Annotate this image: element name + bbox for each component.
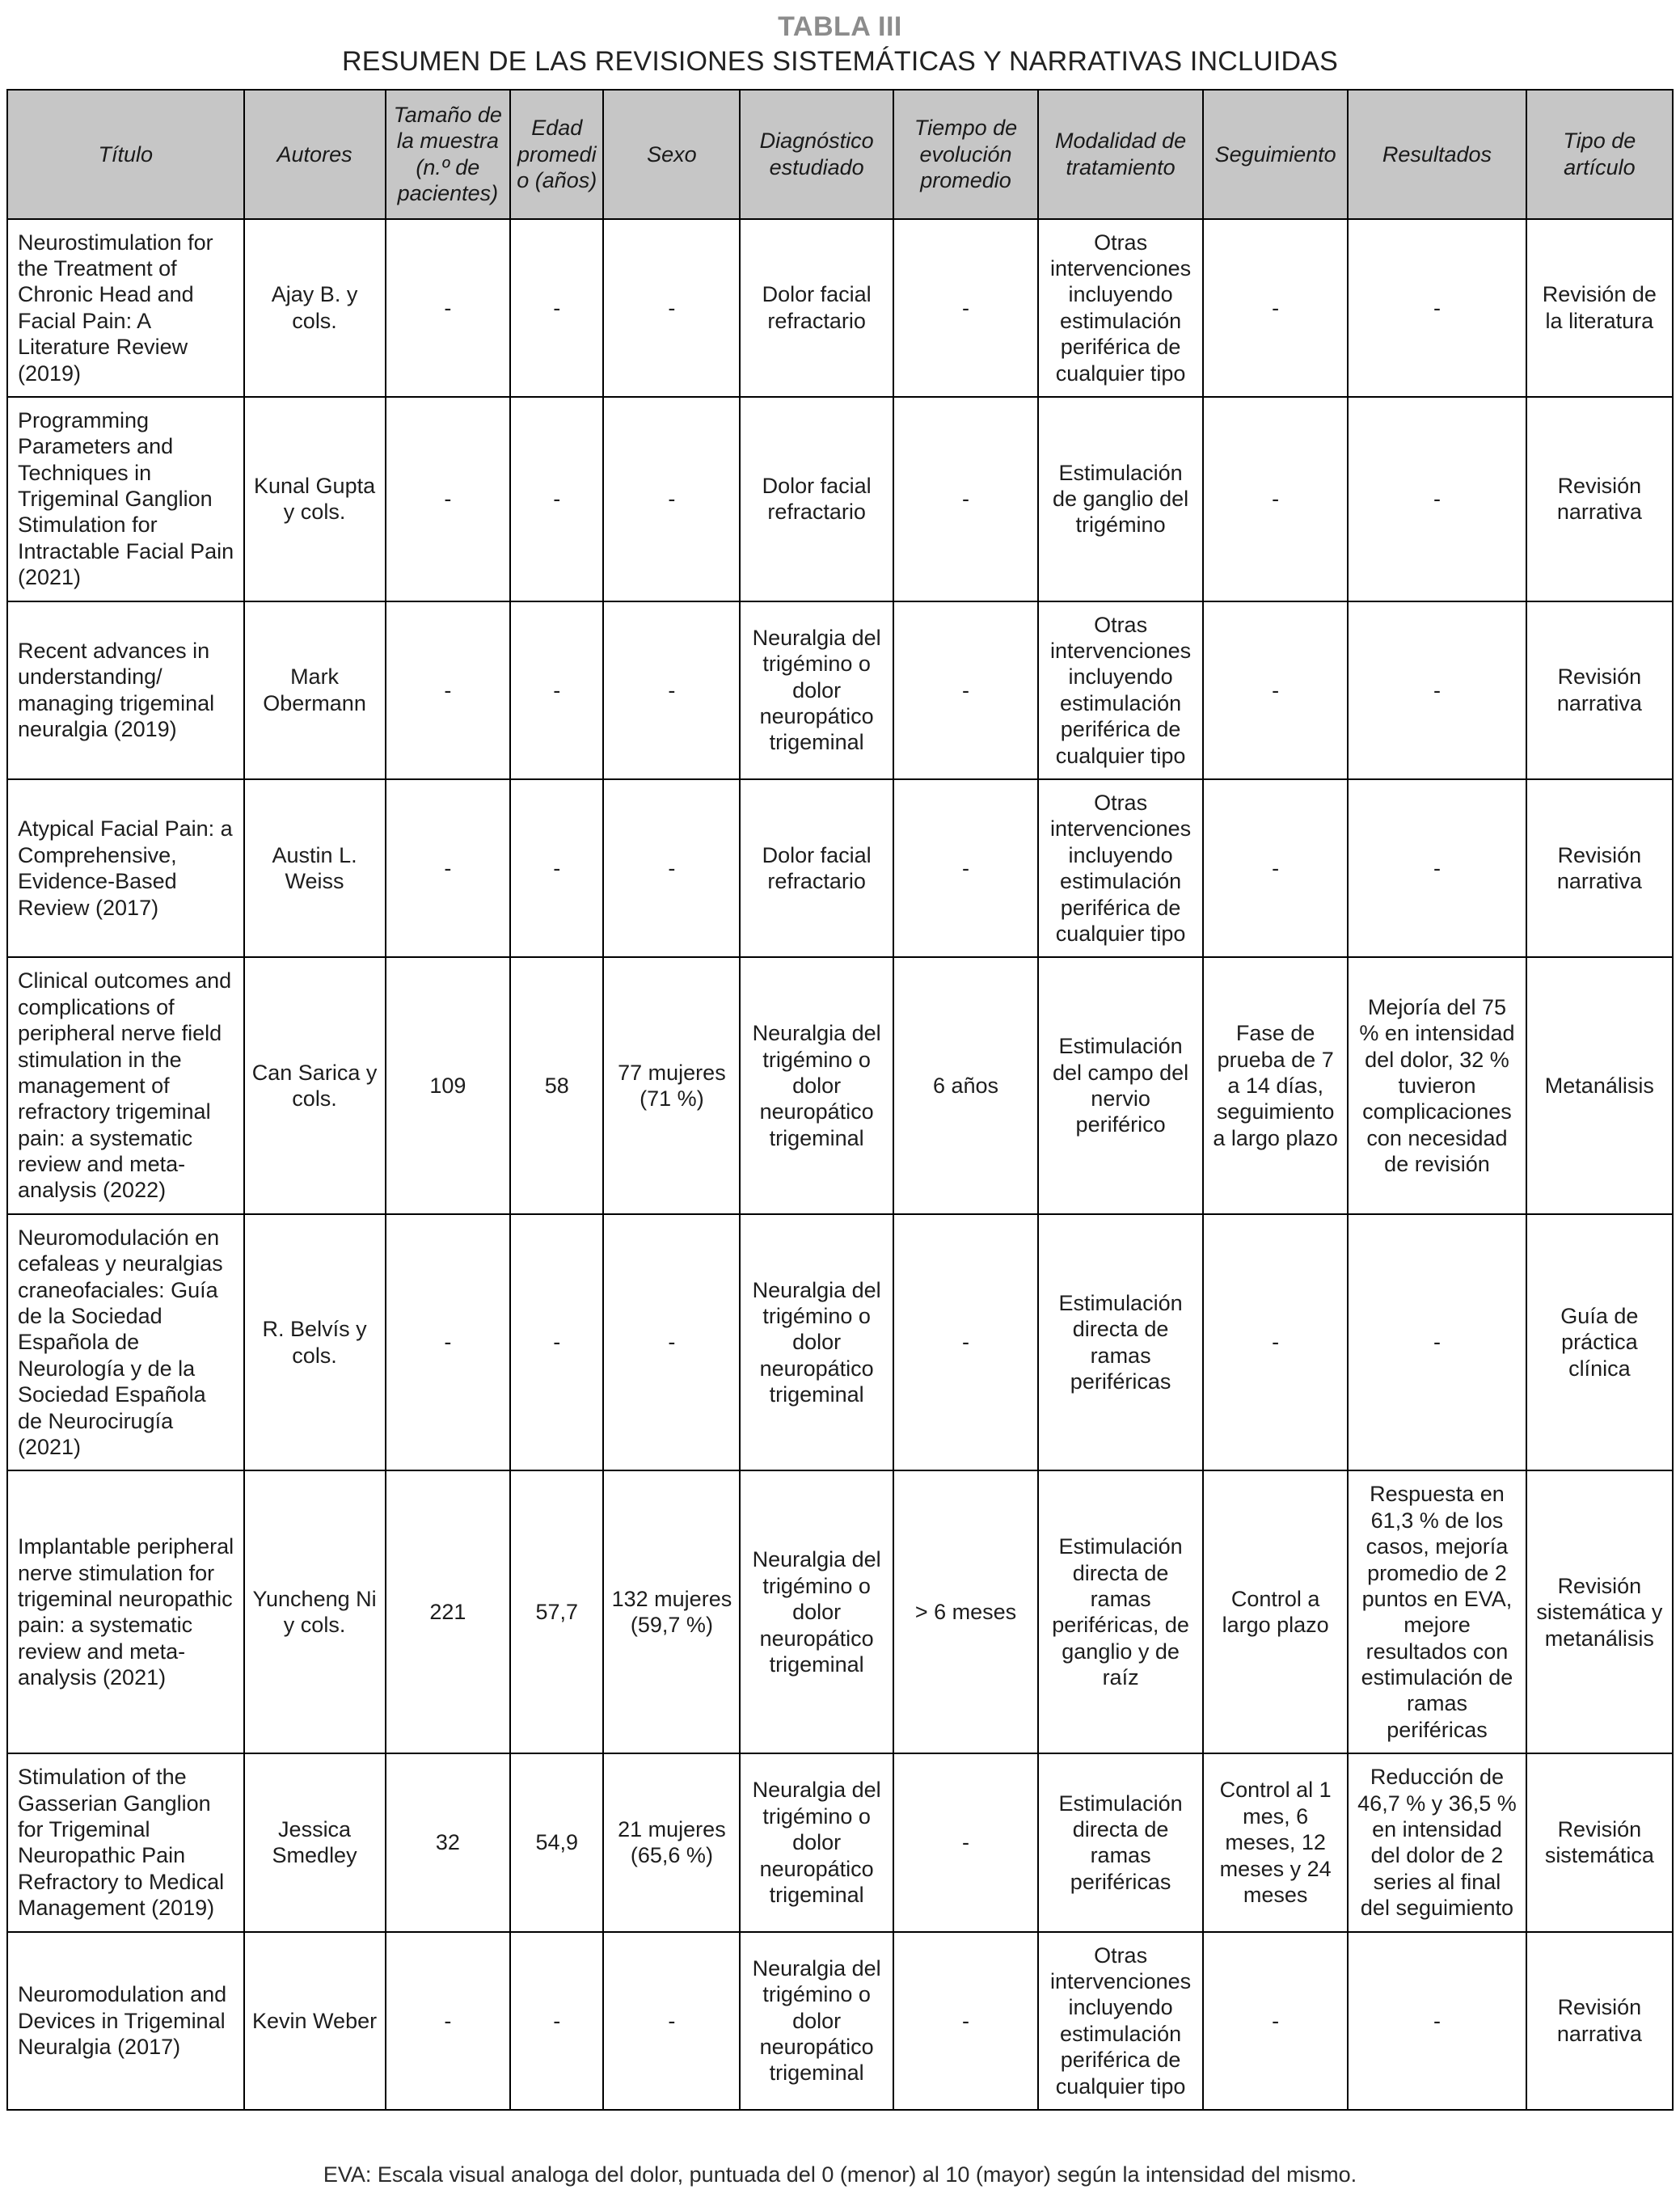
table-cell: - xyxy=(603,219,740,397)
table-cell: Kunal Gupta y cols. xyxy=(244,397,386,601)
column-header-5: Diagnóstico estudiado xyxy=(740,90,893,219)
cell-titulo: Implantable peripheral nerve stimulation for trigeminal neuropathic pain: a systematic review and meta-analysis (2021) xyxy=(7,1470,244,1753)
column-header-0: Título xyxy=(7,90,244,219)
table-row xyxy=(7,1470,1673,1753)
table-cell: - xyxy=(1203,219,1348,397)
column-header-1: Autores xyxy=(244,90,386,219)
table-cell: Revisión de la literatura xyxy=(1526,219,1673,397)
table-cell: - xyxy=(893,1214,1038,1471)
table-cell: - xyxy=(603,601,740,779)
table-cell: 6 años xyxy=(893,957,1038,1214)
table-cell: Revisión narrativa xyxy=(1526,601,1673,779)
table-cell: 109 xyxy=(386,957,511,1214)
table-cell: Neuralgia del trigémino o dolor neuropático trigeminal xyxy=(740,1470,893,1753)
table-row xyxy=(7,1753,1673,1931)
table-cell: - xyxy=(1203,779,1348,957)
column-header-8: Seguimiento xyxy=(1203,90,1348,219)
table-cell: Estimulación del campo del nervio periférico xyxy=(1038,957,1203,1214)
column-header-7: Modalidad de tratamiento xyxy=(1038,90,1203,219)
table-cell: - xyxy=(1348,219,1526,397)
table-cell: - xyxy=(893,397,1038,601)
table-cell: 32 xyxy=(386,1753,511,1931)
systematic-reviews-table xyxy=(6,89,1674,2111)
table-cell: - xyxy=(893,1932,1038,2110)
column-header-2: Tamaño de la muestra (n.º de pacientes) xyxy=(386,90,511,219)
table-cell: Estimulación directa de ramas periféricas, de ganglio y de raíz xyxy=(1038,1470,1203,1753)
table-row xyxy=(7,219,1673,397)
table-title xyxy=(6,11,1674,78)
column-header-6: Tiempo de evolución promedio xyxy=(893,90,1038,219)
table-cell: - xyxy=(510,219,603,397)
table-cell: 58 xyxy=(510,957,603,1214)
table-cell: Austin L. Weiss xyxy=(244,779,386,957)
table-cell: - xyxy=(893,779,1038,957)
table-cell: Revisión narrativa xyxy=(1526,779,1673,957)
table-cell: - xyxy=(510,397,603,601)
spacer xyxy=(6,2111,1674,2149)
table-cell: Otras intervenciones incluyendo estimulación periférica de cualquier tipo xyxy=(1038,601,1203,779)
cell-titulo: Neurostimulation for the Treatment of Chronic Head and Facial Pain: A Literature Review (2019) xyxy=(7,219,244,397)
table-row xyxy=(7,397,1673,601)
table-cell: - xyxy=(1348,397,1526,601)
table-cell: Estimulación de ganglio del trigémino xyxy=(1038,397,1203,601)
column-header-9: Resultados xyxy=(1348,90,1526,219)
table-cell: - xyxy=(1203,1214,1348,1471)
table-cell: - xyxy=(386,219,511,397)
table-body xyxy=(7,219,1673,2110)
table-cell: - xyxy=(510,779,603,957)
column-header-4: Sexo xyxy=(603,90,740,219)
table-cell: Mejoría del 75 % en intensidad del dolor, 32 % tuvieron complicaciones con necesidad de revisión xyxy=(1348,957,1526,1214)
table-row xyxy=(7,779,1673,957)
cell-titulo: Programming Parameters and Techniques in Trigeminal Ganglion Stimulation for Intractable Facial Pain (2021) xyxy=(7,397,244,601)
table-row xyxy=(7,1214,1673,1471)
table-cell: - xyxy=(1203,1932,1348,2110)
cell-titulo: Recent advances in understanding/ managing trigeminal neuralgia (2019) xyxy=(7,601,244,779)
table-cell: 221 xyxy=(386,1470,511,1753)
table-cell: 54,9 xyxy=(510,1753,603,1931)
table-cell: 77 mujeres (71 %) xyxy=(603,957,740,1214)
table-cell: 57,7 xyxy=(510,1470,603,1753)
table-cell: Metanálisis xyxy=(1526,957,1673,1214)
column-header-3: Edad promedio (años) xyxy=(510,90,603,219)
table-cell: - xyxy=(893,1753,1038,1931)
table-cell: Dolor facial refractario xyxy=(740,397,893,601)
table-cell: - xyxy=(893,601,1038,779)
table-cell: Dolor facial refractario xyxy=(740,779,893,957)
table-cell: Mark Obermann xyxy=(244,601,386,779)
table-cell: Neuralgia del trigémino o dolor neuropático trigeminal xyxy=(740,601,893,779)
table-cell: - xyxy=(603,1214,740,1471)
table-cell: Respuesta en 61,3 % de los casos, mejoría promedio de 2 puntos en EVA, mejore resultados con estimulación de ramas periféricas xyxy=(1348,1470,1526,1753)
cell-titulo: Stimulation of the Gasserian Ganglion for Trigeminal Neuropathic Pain Refractory to Medical Management (2019) xyxy=(7,1753,244,1931)
table-row xyxy=(7,1932,1673,2110)
table-cell: Dolor facial refractario xyxy=(740,219,893,397)
table-cell: 21 mujeres (65,6 %) xyxy=(603,1753,740,1931)
table-cell: Jessica Smedley xyxy=(244,1753,386,1931)
table-cell: - xyxy=(386,1214,511,1471)
table-cell: - xyxy=(603,779,740,957)
table-footnote: EVA: Escala visual analoga del dolor, puntuada del 0 (menor) al 10 (mayor) según la intensidad del mismo. xyxy=(323,2162,1357,2187)
table-cell: - xyxy=(1348,1932,1526,2110)
table-cell: Control al 1 mes, 6 meses, 12 meses y 24 meses xyxy=(1203,1753,1348,1931)
table-number: TABLA III xyxy=(778,11,902,42)
table-cell: - xyxy=(510,601,603,779)
cell-titulo: Atypical Facial Pain: a Comprehensive, Evidence-Based Review (2017) xyxy=(7,779,244,957)
table-cell: Control a largo plazo xyxy=(1203,1470,1348,1753)
table-cell: Neuralgia del trigémino o dolor neuropático trigeminal xyxy=(740,957,893,1214)
table-row xyxy=(7,957,1673,1214)
table-cell: R. Belvís y cols. xyxy=(244,1214,386,1471)
table-cell: Revisión narrativa xyxy=(1526,397,1673,601)
table-cell: - xyxy=(386,1932,511,2110)
table-cell: Ajay B. y cols. xyxy=(244,219,386,397)
table-cell: Kevin Weber xyxy=(244,1932,386,2110)
table-cell: Reducción de 46,7 % y 36,5 % en intensidad del dolor de 2 series al final del seguimiento xyxy=(1348,1753,1526,1931)
table-cell: - xyxy=(510,1932,603,2110)
table-cell: Fase de prueba de 7 a 14 días, seguimiento a largo plazo xyxy=(1203,957,1348,1214)
table-cell: - xyxy=(1348,1214,1526,1471)
table-cell: - xyxy=(1203,601,1348,779)
table-cell: - xyxy=(1348,601,1526,779)
table-cell: - xyxy=(510,1214,603,1471)
table-cell: - xyxy=(893,219,1038,397)
table-cell: Otras intervenciones incluyendo estimulación periférica de cualquier tipo xyxy=(1038,219,1203,397)
table-cell: Otras intervenciones incluyendo estimulación periférica de cualquier tipo xyxy=(1038,1932,1203,2110)
table-cell: Estimulación directa de ramas periféricas xyxy=(1038,1214,1203,1471)
table-cell: - xyxy=(386,779,511,957)
table-cell: Neuralgia del trigémino o dolor neuropático trigeminal xyxy=(740,1932,893,2110)
table-cell: Yuncheng Ni y cols. xyxy=(244,1470,386,1753)
table-cell: Estimulación directa de ramas periféricas xyxy=(1038,1753,1203,1931)
table-cell: - xyxy=(1203,397,1348,601)
table-cell: > 6 meses xyxy=(893,1470,1038,1753)
table-cell: Revisión sistemática y metanálisis xyxy=(1526,1470,1673,1753)
table-cell: - xyxy=(603,397,740,601)
cell-titulo: Neuromodulación en cefaleas y neuralgias craneofaciales: Guía de la Sociedad Española de Neurología y de la Sociedad Española de Neurocirugía (2021) xyxy=(7,1214,244,1471)
table-cell: Guía de práctica clínica xyxy=(1526,1214,1673,1471)
cell-titulo: Neuromodulation and Devices in Trigeminal Neuralgia (2017) xyxy=(7,1932,244,2110)
table-cell: Neuralgia del trigémino o dolor neuropático trigeminal xyxy=(740,1753,893,1931)
table-caption: RESUMEN DE LAS REVISIONES SISTEMÁTICAS Y NARRATIVAS INCLUIDAS xyxy=(341,46,1339,77)
table-cell: - xyxy=(1348,779,1526,957)
table-cell: 132 mujeres (59,7 %) xyxy=(603,1470,740,1753)
table-cell: - xyxy=(603,1932,740,2110)
cell-titulo: Clinical outcomes and complications of peripheral nerve field stimulation in the management of refractory trigeminal pain: a systematic review and meta-analysis (2022) xyxy=(7,957,244,1214)
table-cell: Can Sarica y cols. xyxy=(244,957,386,1214)
table-cell: Revisión sistemática xyxy=(1526,1753,1673,1931)
column-header-10: Tipo de artículo xyxy=(1526,90,1673,219)
table-row xyxy=(7,601,1673,779)
table-cell: - xyxy=(386,397,511,601)
table-cell: - xyxy=(386,601,511,779)
table-cell: Otras intervenciones incluyendo estimulación periférica de cualquier tipo xyxy=(1038,779,1203,957)
table-cell: Revisión narrativa xyxy=(1526,1932,1673,2110)
table-cell: Neuralgia del trigémino o dolor neuropático trigeminal xyxy=(740,1214,893,1471)
table-header-row xyxy=(7,90,1673,219)
